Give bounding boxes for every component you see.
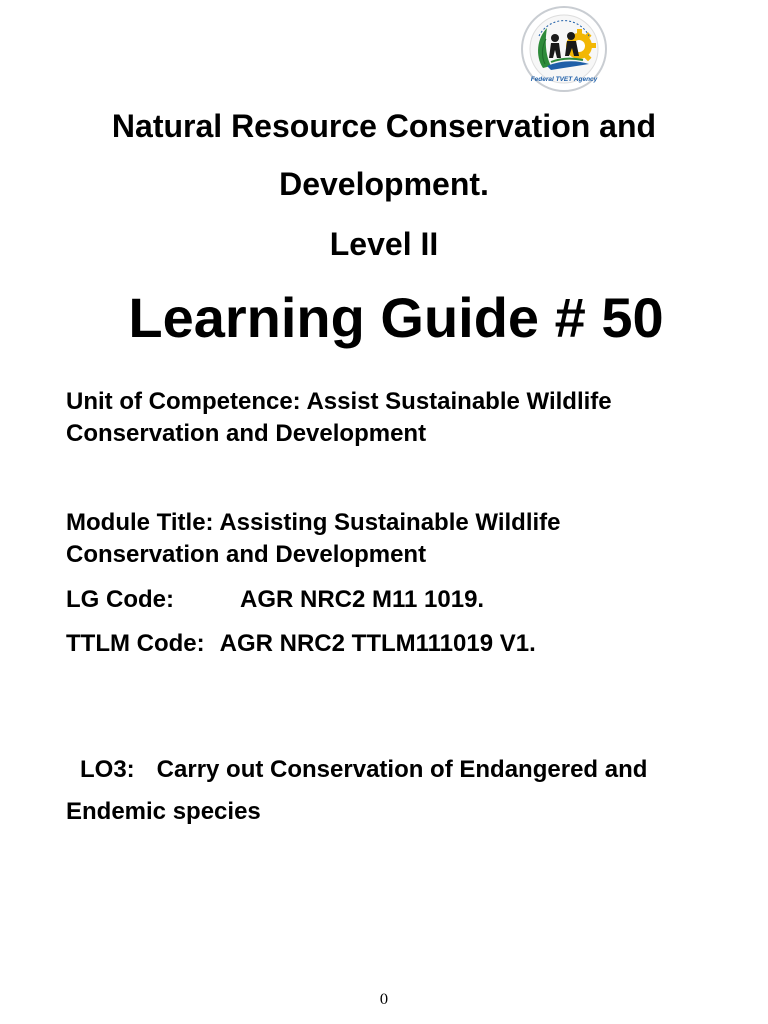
ttlm-code (66, 628, 536, 660)
ttlm-code-value: AGR NRC2 TTLM111019 V1. (219, 630, 536, 657)
level-label: Level II (329, 226, 439, 262)
ttlm-code-label: TTLM Code: (66, 630, 205, 657)
module-line-1: Module Title: Assisting Sustainable Wildlife (66, 509, 561, 536)
logo-text: Federal TVET Agency (530, 76, 598, 83)
lg-code-label: LG Code: (66, 586, 174, 613)
program-title-line-2: Development. (279, 166, 489, 202)
lo-line-1: Carry out Conservation of Endangered and (156, 756, 648, 783)
lg-code-value: AGR NRC2 M11 1019. (240, 586, 485, 613)
unit-of-competence (66, 386, 612, 450)
unit-line-1: Unit of Competence: Assist Sustainable Wildlife (66, 388, 612, 415)
program-title-line-1: Natural Resource Conservation and (111, 108, 657, 144)
unit-line-2: Conservation and Development (66, 420, 427, 447)
learning-guide-title: Learning Guide # 50 (128, 286, 664, 349)
lo-label: LO3: (80, 756, 135, 783)
module-line-2: Conservation and Development (66, 541, 427, 568)
agency-emblem-icon (521, 6, 607, 92)
module-title (66, 507, 561, 571)
federal-tvet-agency-logo (521, 6, 607, 92)
lo-line-2: Endemic species (66, 798, 261, 825)
lg-code (66, 584, 484, 616)
page-number: 0 (379, 992, 389, 1008)
learning-outcome (80, 754, 647, 786)
